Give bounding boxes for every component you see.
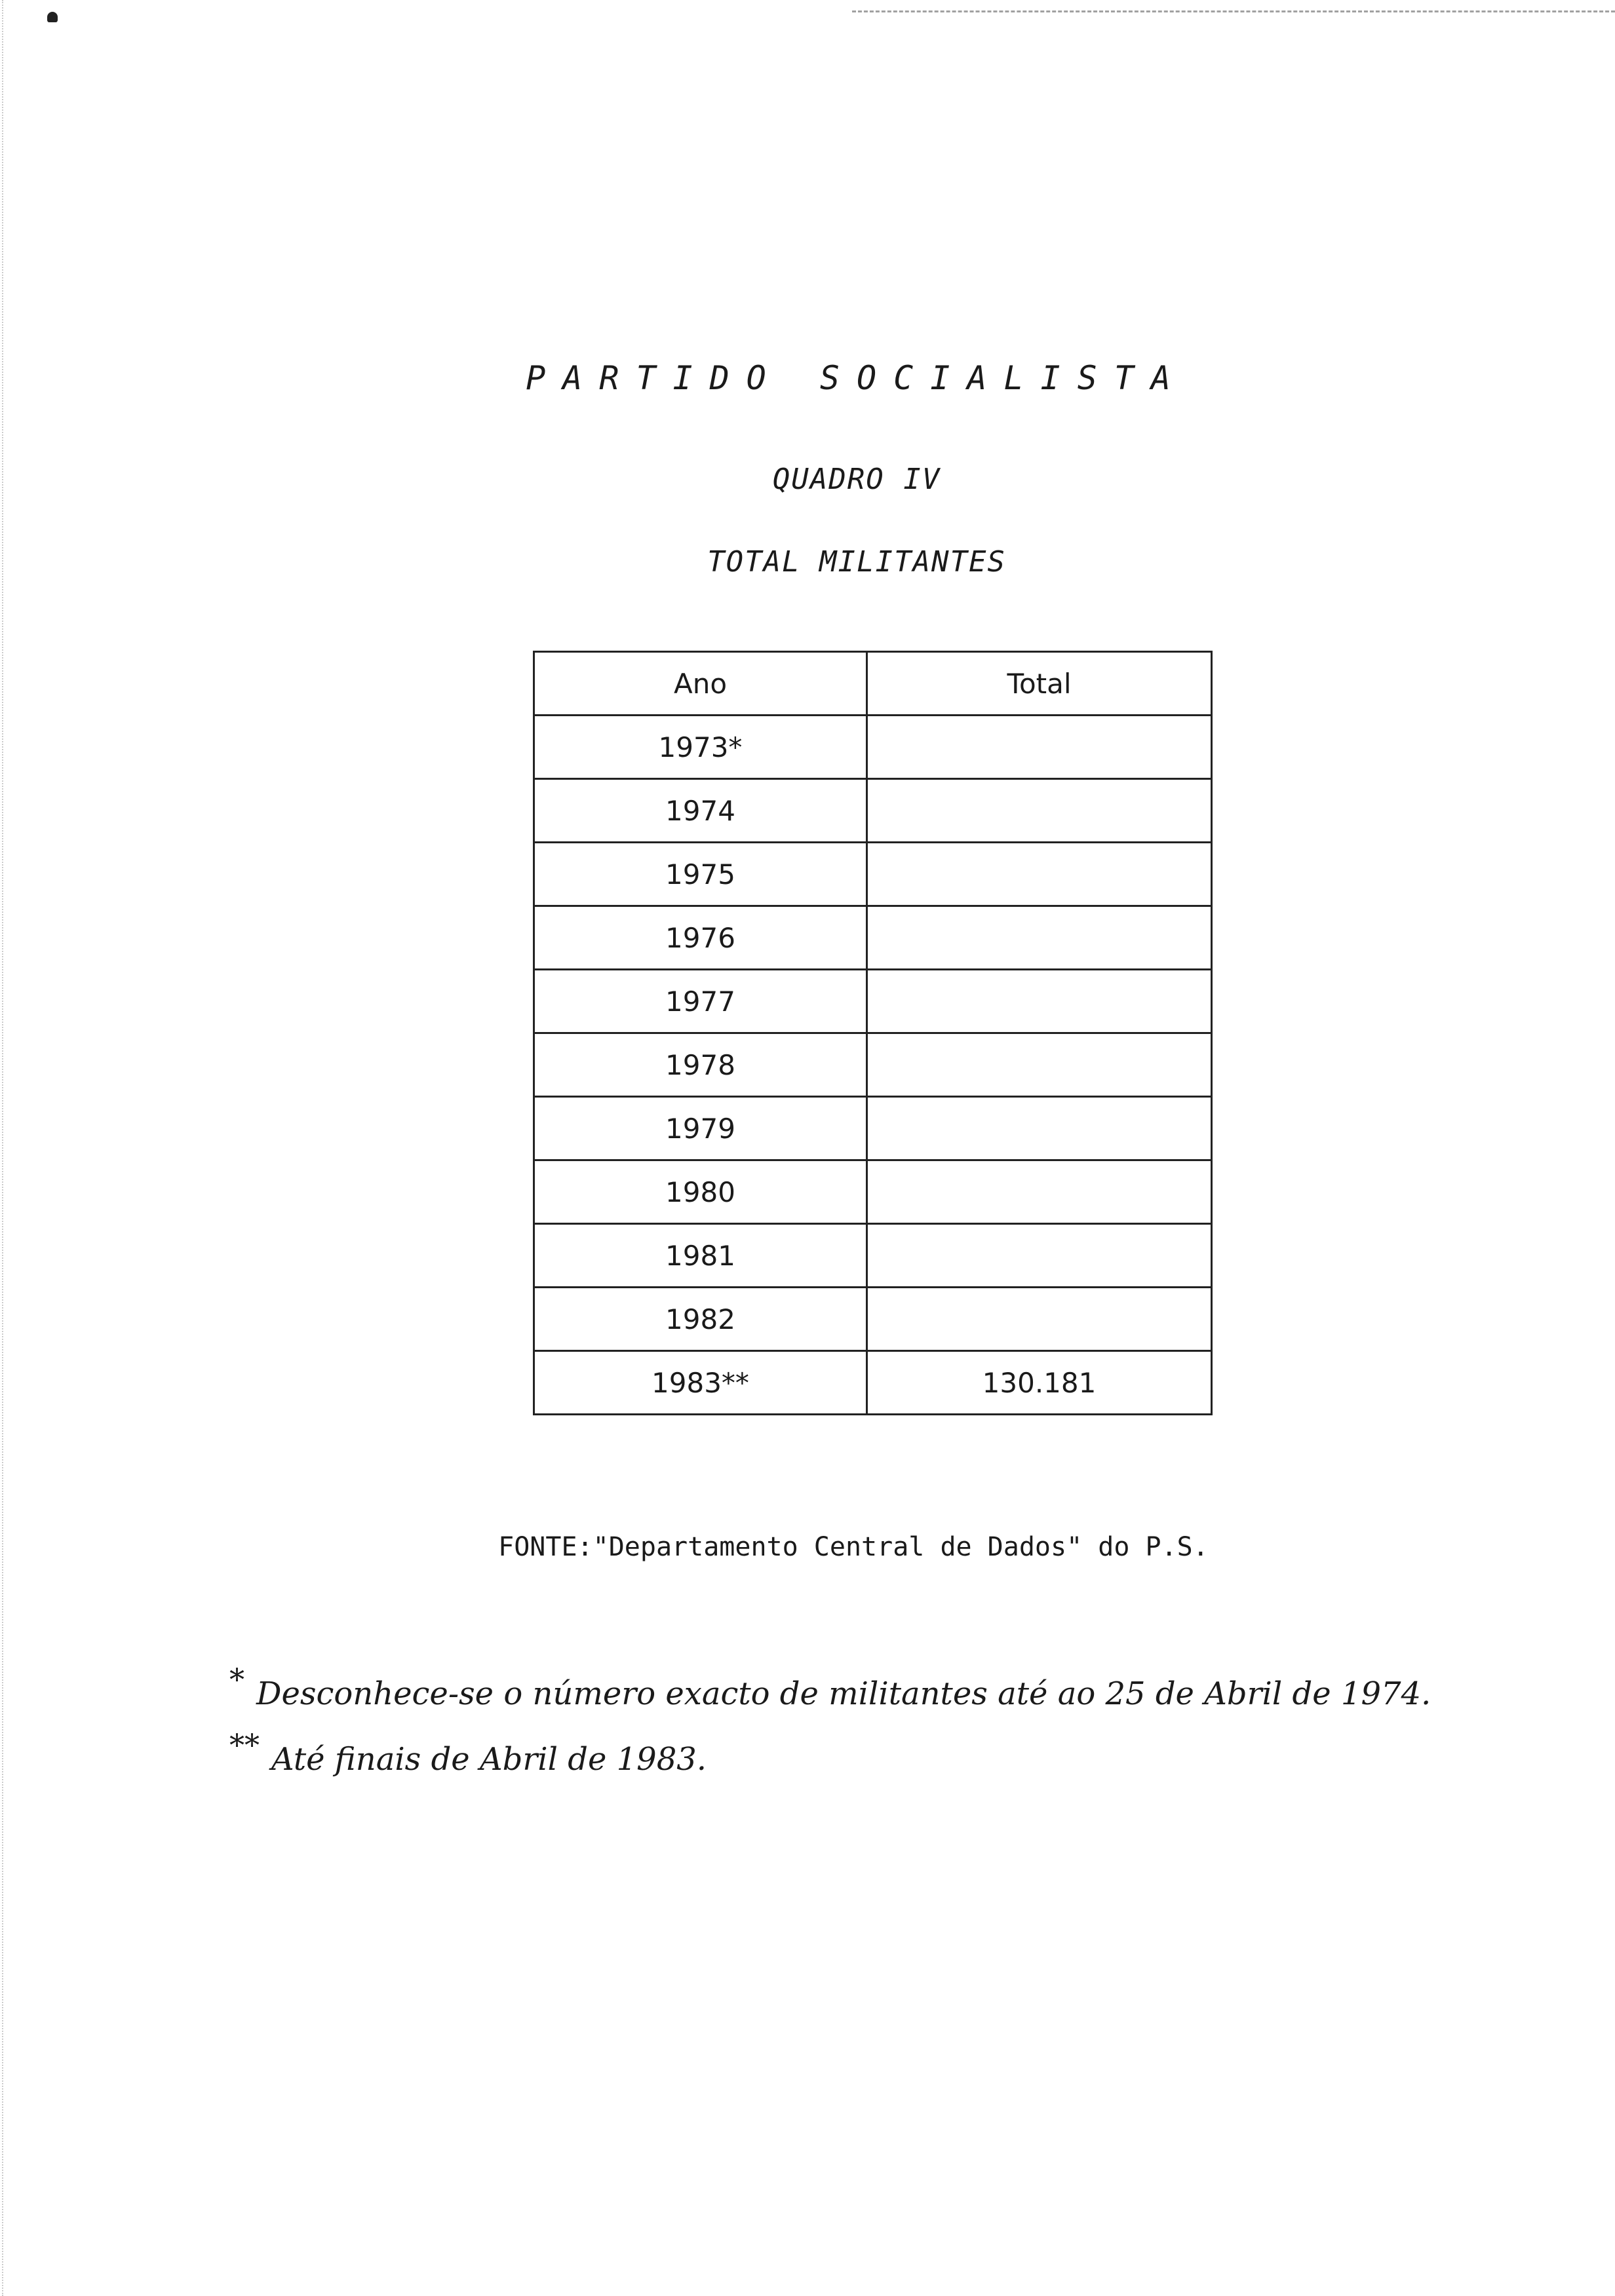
cell-ano: 1983**	[534, 1351, 867, 1415]
cell-total	[867, 1288, 1212, 1351]
table-row	[534, 1224, 1212, 1288]
source-note: FONTE:"Departamento Central de Dados" do P.S.	[498, 1532, 1209, 1562]
footnote-1	[229, 1662, 1431, 1712]
cell-total	[867, 1160, 1212, 1224]
cell-total	[867, 1033, 1212, 1097]
footnote-2	[229, 1727, 707, 1778]
cell-total	[867, 1097, 1212, 1160]
cell-ano: 1981	[534, 1224, 867, 1288]
cell-total	[867, 843, 1212, 906]
footnote-1-mark: *	[229, 1662, 244, 1697]
column-header-ano: Ano	[534, 652, 867, 716]
cell-ano: 1982	[534, 1288, 867, 1351]
cell-ano: 1977	[534, 970, 867, 1033]
footnote-2-mark: **	[229, 1727, 260, 1763]
table-row	[534, 843, 1212, 906]
table-title: TOTAL MILITANTES	[707, 545, 1006, 579]
cell-ano: 1980	[534, 1160, 867, 1224]
document-subtitle: QUADRO IV	[772, 463, 941, 496]
scan-mark	[47, 12, 58, 22]
footnote-2-text: Até finais de Abril de 1983.	[271, 1741, 707, 1778]
table-row	[534, 716, 1212, 779]
footnote-1-text: Desconhece-se o número exacto de militantes até ao 25 de Abril de 1974.	[256, 1675, 1431, 1712]
table-row	[534, 1097, 1212, 1160]
cell-total	[867, 716, 1212, 779]
cell-total	[867, 779, 1212, 843]
table-row	[534, 1288, 1212, 1351]
cell-ano: 1973*	[534, 716, 867, 779]
table-row	[534, 1033, 1212, 1097]
table-row	[534, 779, 1212, 843]
column-header-total: Total	[867, 652, 1212, 716]
militantes-table	[533, 651, 1213, 1415]
cell-ano: 1974	[534, 779, 867, 843]
cell-total: 130.181	[867, 1351, 1212, 1415]
cell-ano: 1979	[534, 1097, 867, 1160]
table-row	[534, 1160, 1212, 1224]
document-title: PARTIDO SOCIALISTA	[526, 359, 1188, 397]
table-row	[534, 906, 1212, 970]
cell-ano: 1978	[534, 1033, 867, 1097]
scan-edge-top	[852, 10, 1615, 12]
cell-ano: 1975	[534, 843, 867, 906]
cell-total	[867, 906, 1212, 970]
table-row	[534, 1351, 1212, 1415]
cell-total	[867, 970, 1212, 1033]
scan-edge-left	[2, 0, 3, 2296]
table-row	[534, 970, 1212, 1033]
cell-total	[867, 1224, 1212, 1288]
table-header-row	[534, 652, 1212, 716]
cell-ano: 1976	[534, 906, 867, 970]
